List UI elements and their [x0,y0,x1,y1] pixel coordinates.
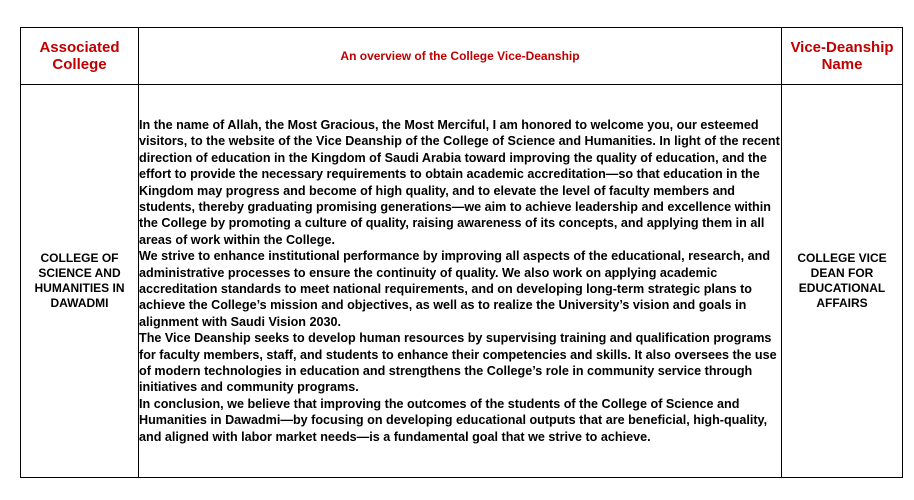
header-overview: An overview of the College Vice-Deanship [139,28,782,85]
vice-deanship-table [20,27,903,478]
vice-deanship-name-cell: COLLEGE VICE DEAN FOR EDUCATIONAL AFFAIRS [782,85,903,478]
overview-cell [139,85,782,478]
overview-paragraph-conclusion: In conclusion, we believe that improving the outcomes of the students of the College of Science and Humanities in Dawadmi—by focusing on developing educational outputs that are beneficial, high-quality, and aligned with labor market needs—is a fundamental goal that we strive to achieve. [139,396,768,444]
document-page [20,27,903,478]
table-header-row [21,28,903,85]
college-name-cell: COLLEGE OF SCIENCE AND HUMANITIES IN DAWADMI [21,85,139,478]
header-vice-deanship-name: Vice-Deanship Name [782,28,903,85]
table-row [21,85,903,478]
overview-paragraph-human-resources: The Vice Deanship seeks to develop human resources by supervising training and qualification programs for faculty members, staff, and students to enhance their competencies and skills. It also oversees the use of modern technologies in education and strengthens the College’s role in community service through initiatives and community programs. [139,331,777,395]
overview-paragraph-performance: We strive to enhance institutional performance by improving all aspects of the educational, research, and administrative processes to ensure the continuity of quality. We also work on applying academic accreditation standards to meet national requirements, and on developing long-term strategic plans to achieve the College’s mission and objectives, as well as to realize the University’s vision and goals in alignment with Saudi Vision 2030. [139,249,771,329]
header-associated-college: Associated College [21,28,139,85]
overview-paragraph-welcome: In the name of Allah, the Most Gracious, the Most Merciful, I am honored to welcome you, our esteemed visitors, to the website of the Vice Deanship of the College of Science and Humanities. In light of the recent direction of education in the Kingdom of Saudi Arabia toward improving the quality of education, and the effort to provide the necessary requirements to obtain academic accreditation—so that education in the Kingdom may progress and become of high quality, and to elevate the level of faculty members and students, thereby graduating promising generations—we aim to achieve leadership and excellence within the College by promoting a culture of quality, raising awareness of its concepts, and applying them in all areas of work within the College. [139,117,780,247]
